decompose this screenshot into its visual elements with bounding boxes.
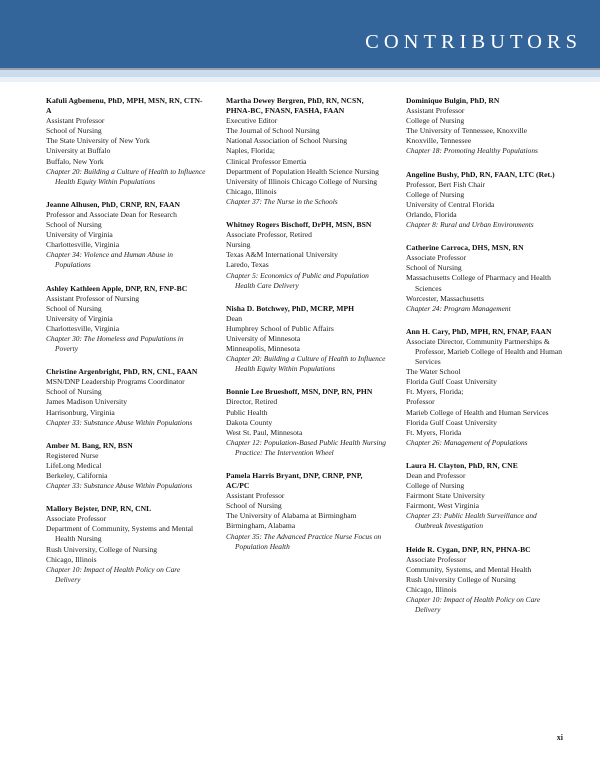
contributor-entry	[226, 96, 386, 207]
contributor-entry	[406, 243, 566, 314]
contributor-entry	[46, 284, 206, 355]
contributor-affiliation-line: University at Buffalo	[46, 146, 111, 156]
contributor-affiliation-line: School of Nursing	[406, 263, 462, 273]
contributor-name: Ann H. Cary, PhD, MPH, RN, FNAP, FAAN	[406, 326, 552, 336]
contributor-chapter-credit: Chapter 10: Impact of Health Policy on Care Delivery	[46, 564, 181, 584]
contributors-column-3	[406, 96, 566, 615]
contributor-affiliation-line: Minneapolis, Minnesota	[226, 344, 300, 354]
contributor-affiliation-line: Worcester, Massachusetts	[406, 293, 484, 303]
contributor-affiliation-line: University of Virginia	[46, 230, 113, 240]
contributor-chapter-credit: Chapter 10: Impact of Health Policy on Care Delivery	[406, 595, 541, 615]
contributor-affiliation-line: Florida Gulf Coast University	[406, 417, 497, 427]
contributor-name: Mallory Bejster, DNP, RN, CNL	[46, 504, 152, 514]
contributor-entry	[46, 367, 206, 428]
contributor-affiliation-line: Humphrey School of Public Affairs	[226, 323, 334, 333]
header-accent-band-lower	[0, 77, 600, 82]
contributor-affiliation-line: James Madison University	[46, 397, 127, 407]
contributor-affiliation-line: The University of Tennessee, Knoxville	[406, 126, 528, 136]
contributor-affiliation-line: National Association of School Nursing	[226, 136, 348, 146]
contributor-name: Angeline Bushy, PhD, RN, FAAN, LTC (Ret.)	[406, 169, 555, 179]
contributor-chapter-credit: Chapter 8: Rural and Urban Environments	[406, 220, 534, 230]
contributor-name: Laura H. Clayton, PhD, RN, CNE	[406, 460, 518, 470]
contributor-affiliation-line: MSN/DNP Leadership Programs Coordinator	[46, 377, 185, 387]
contributor-affiliation-line: Harrisonburg, Virginia	[46, 407, 115, 417]
contributor-affiliation-line: School of Nursing	[46, 303, 102, 313]
contributor-affiliation-line: School of Nursing	[226, 501, 282, 511]
contributor-affiliation-line: Professor	[406, 397, 435, 407]
contributor-affiliation-line: Nursing	[226, 240, 251, 250]
contributor-entry	[406, 96, 566, 157]
contributor-affiliation-line: College of Nursing	[406, 481, 465, 491]
contributor-name: Ashley Kathleen Apple, DNP, RN, FNP-BC	[46, 283, 188, 293]
contributor-entry	[46, 441, 206, 491]
contributor-name: Whitney Rogers Bischoff, DrPH, MSN, BSN	[226, 220, 372, 230]
page-number: xi	[556, 733, 563, 742]
contributor-affiliation-line: Department of Community, Systems and Mental Health Nursing	[46, 524, 194, 544]
contributor-name: Kafuli Agbemenu, PhD, MPH, MSN, RN, CTN-A	[46, 96, 203, 116]
contributor-affiliation-line: Department of Population Health Science Nursing	[226, 166, 379, 176]
contributor-name: Martha Dewey Bergren, PhD, RN, NCSN, PHNA-BC, FNASN, FASHA, FAAN	[226, 96, 364, 116]
contributors-columns	[46, 96, 566, 615]
contributor-chapter-credit: Chapter 30: The Homeless and Populations in Poverty	[46, 333, 184, 354]
contributor-affiliation-line: Charlottesville, Virginia	[46, 240, 120, 250]
contributor-affiliation-line: LifeLong Medical	[46, 460, 102, 470]
contributor-chapter-credit: Chapter 20: Building a Culture of Health to Influence Health Equity Within Populations	[226, 354, 386, 374]
contributor-affiliation-line: Associate Professor	[406, 554, 467, 564]
contributor-affiliation-line: Dean	[226, 313, 243, 323]
contributor-affiliation-line: Berkeley, California	[46, 471, 108, 480]
contributor-affiliation-line: Orlando, Florida	[406, 209, 457, 219]
contributor-name: Heide R. Cygan, DNP, RN, PHNA-BC	[406, 544, 531, 554]
contributor-name: Christine Argenbright, PhD, RN, CNL, FAAN	[46, 367, 198, 377]
contributor-entry	[406, 170, 566, 231]
contributor-affiliation-line: Associate Professor, Retired	[226, 230, 312, 240]
contributor-affiliation-line: Birmingham, Alabama	[226, 521, 296, 531]
contributor-affiliation-line: School of Nursing	[46, 126, 102, 136]
contributor-affiliation-line: Associate Professor	[46, 514, 107, 524]
contributor-entry	[406, 327, 566, 448]
contributor-affiliation-line: Naples, Florida;	[226, 146, 275, 156]
contributor-entry	[46, 504, 206, 585]
contributor-entry	[226, 220, 386, 291]
contributor-entry	[226, 471, 386, 552]
contributor-affiliation-line: University of Illinois Chicago College of Nursing	[226, 176, 378, 186]
contributor-chapter-credit: Chapter 33: Substance Abuse Within Populations	[46, 417, 193, 427]
contributor-affiliation-line: Clinical Professor Emertia	[226, 156, 307, 166]
contributor-affiliation-line: Assistant Professor	[46, 116, 105, 126]
contributor-affiliation-line: Charlottesville, Virginia	[46, 323, 120, 333]
contributor-name: Nisha D. Botchwey, PhD, MCRP, MPH	[226, 303, 355, 313]
contributor-affiliation-line: Community, Systems, and Mental Health	[406, 564, 532, 574]
contributor-affiliation-line: Knoxville, Tennessee	[406, 136, 472, 146]
contributor-affiliation-line: Texas A&M International University	[226, 250, 338, 260]
contributor-affiliation-line: Chicago, Illinois	[406, 584, 457, 594]
contributor-entry	[406, 545, 566, 616]
contributor-affiliation-line: School of Nursing	[46, 387, 102, 397]
contributor-affiliation-line: Florida Gulf Coast University	[406, 377, 497, 387]
contributor-affiliation-line: The University of Alabama at Birmingham	[226, 511, 357, 521]
contributor-affiliation-line: Professor and Associate Dean for Research	[46, 209, 177, 219]
contributor-affiliation-line: Buffalo, New York	[46, 156, 104, 166]
header-accent-band-upper	[0, 70, 600, 77]
contributor-affiliation-line: Laredo, Texas	[226, 260, 269, 270]
contributor-chapter-credit: Chapter 23: Public Health Surveillance and Outbreak Investigation	[406, 511, 537, 531]
contributor-name: Amber M. Bang, RN, BSN	[46, 440, 133, 450]
contributor-affiliation-line: Professor, Bert Fish Chair	[406, 179, 486, 189]
contributor-affiliation-line: University of Minnesota	[226, 333, 301, 343]
contributor-affiliation-line: Ft. Myers, Florida;	[406, 387, 464, 397]
contributor-chapter-credit: Chapter 20: Building a Culture of Health to Influence Health Equity Within Populations	[46, 166, 206, 186]
contributor-affiliation-line: Associate Director, Community Partnerships & Professor, Marieb College of Health and Human Services	[406, 336, 563, 367]
contributor-affiliation-line: Chicago, Illinois	[46, 554, 97, 564]
contributor-affiliation-line: Assistant Professor	[226, 491, 285, 501]
contributor-affiliation-line: University of Virginia	[46, 313, 113, 323]
contributor-chapter-credit: Chapter 5: Economics of Public and Population Health Care Delivery	[226, 270, 369, 290]
contributor-affiliation-line: Dakota County	[226, 417, 273, 427]
contributor-affiliation-line: College of Nursing	[406, 189, 465, 199]
contributor-affiliation-line: Executive Editor	[226, 116, 278, 126]
contributor-affiliation-line: Chicago, Illinois	[226, 186, 277, 196]
contributor-name: Pamela Harris Bryant, DNP, CRNP, PNP, AC/PC	[226, 471, 363, 491]
header-banner	[0, 0, 600, 68]
contributor-chapter-credit: Chapter 33: Substance Abuse Within Populations	[46, 481, 193, 491]
contributor-name: Bonnie Lee Brueshoff, MSN, DNP, RN, PHN	[226, 387, 373, 397]
contributors-column-2	[226, 96, 386, 615]
contributor-affiliation-line: Public Health	[226, 407, 268, 417]
contributor-name: Catherine Carroca, DHS, MSN, RN	[406, 243, 524, 253]
contributor-chapter-credit: Chapter 34: Violence and Human Abuse in Populations	[46, 250, 173, 270]
contributors-column-1	[46, 96, 206, 615]
contributor-chapter-credit: Chapter 24: Program Management	[406, 303, 511, 313]
contributor-chapter-credit: Chapter 37: The Nurse in the Schools	[226, 196, 338, 206]
contributor-affiliation-line: Fairmont State University	[406, 491, 485, 501]
contributor-chapter-credit: Chapter 18: Promoting Healthy Populations	[406, 146, 538, 156]
contributor-affiliation-line: Fairmont, West Virginia	[406, 501, 479, 511]
contributor-chapter-credit: Chapter 12: Population-Based Public Health Nursing Practice: The Intervention Wheel	[226, 437, 386, 457]
contributor-affiliation-line: Assistant Professor of Nursing	[46, 293, 140, 303]
contributor-affiliation-line: University of Central Florida	[406, 199, 495, 209]
contributor-entry	[46, 96, 206, 187]
contributor-affiliation-line: West St. Paul, Minnesota	[226, 427, 303, 437]
contributor-affiliation-line: Director, Retired	[226, 397, 278, 407]
contributor-affiliation-line: Associate Professor	[406, 253, 467, 263]
contributor-affiliation-line: Dean and Professor	[406, 471, 466, 480]
contributor-affiliation-line: Rush University, College of Nursing	[46, 544, 158, 554]
page-title: CONTRIBUTORS	[365, 31, 582, 53]
contributor-affiliation-line: Rush University College of Nursing	[406, 574, 516, 584]
contributor-affiliation-line: The Journal of School Nursing	[226, 126, 320, 136]
contributor-affiliation-line: College of Nursing	[406, 116, 465, 126]
contributor-entry	[46, 200, 206, 271]
contributor-affiliation-line: Massachusetts College of Pharmacy and Health Sciences	[406, 273, 551, 293]
contributor-chapter-credit: Chapter 35: The Advanced Practice Nurse Focus on Population Health	[226, 531, 382, 551]
contributor-entry	[226, 304, 386, 375]
contributor-affiliation-line: The Water School	[406, 367, 461, 377]
contributor-affiliation-line: Marieb College of Health and Human Services	[406, 407, 549, 417]
contributor-name: Dominique Bulgin, PhD, RN	[406, 96, 500, 105]
contributor-affiliation-line: Registered Nurse	[46, 450, 99, 460]
contributor-name: Jeanne Alhusen, PhD, CRNP, RN, FAAN	[46, 199, 181, 209]
contributor-affiliation-line: Assistant Professor	[406, 106, 465, 116]
contributor-chapter-credit: Chapter 26: Management of Populations	[406, 437, 528, 447]
contributor-entry	[226, 387, 386, 458]
contributor-affiliation-line: Ft. Myers, Florida	[406, 427, 462, 437]
contributor-affiliation-line: School of Nursing	[46, 220, 102, 230]
contributor-affiliation-line: The State University of New York	[46, 136, 150, 146]
contributor-entry	[406, 461, 566, 532]
